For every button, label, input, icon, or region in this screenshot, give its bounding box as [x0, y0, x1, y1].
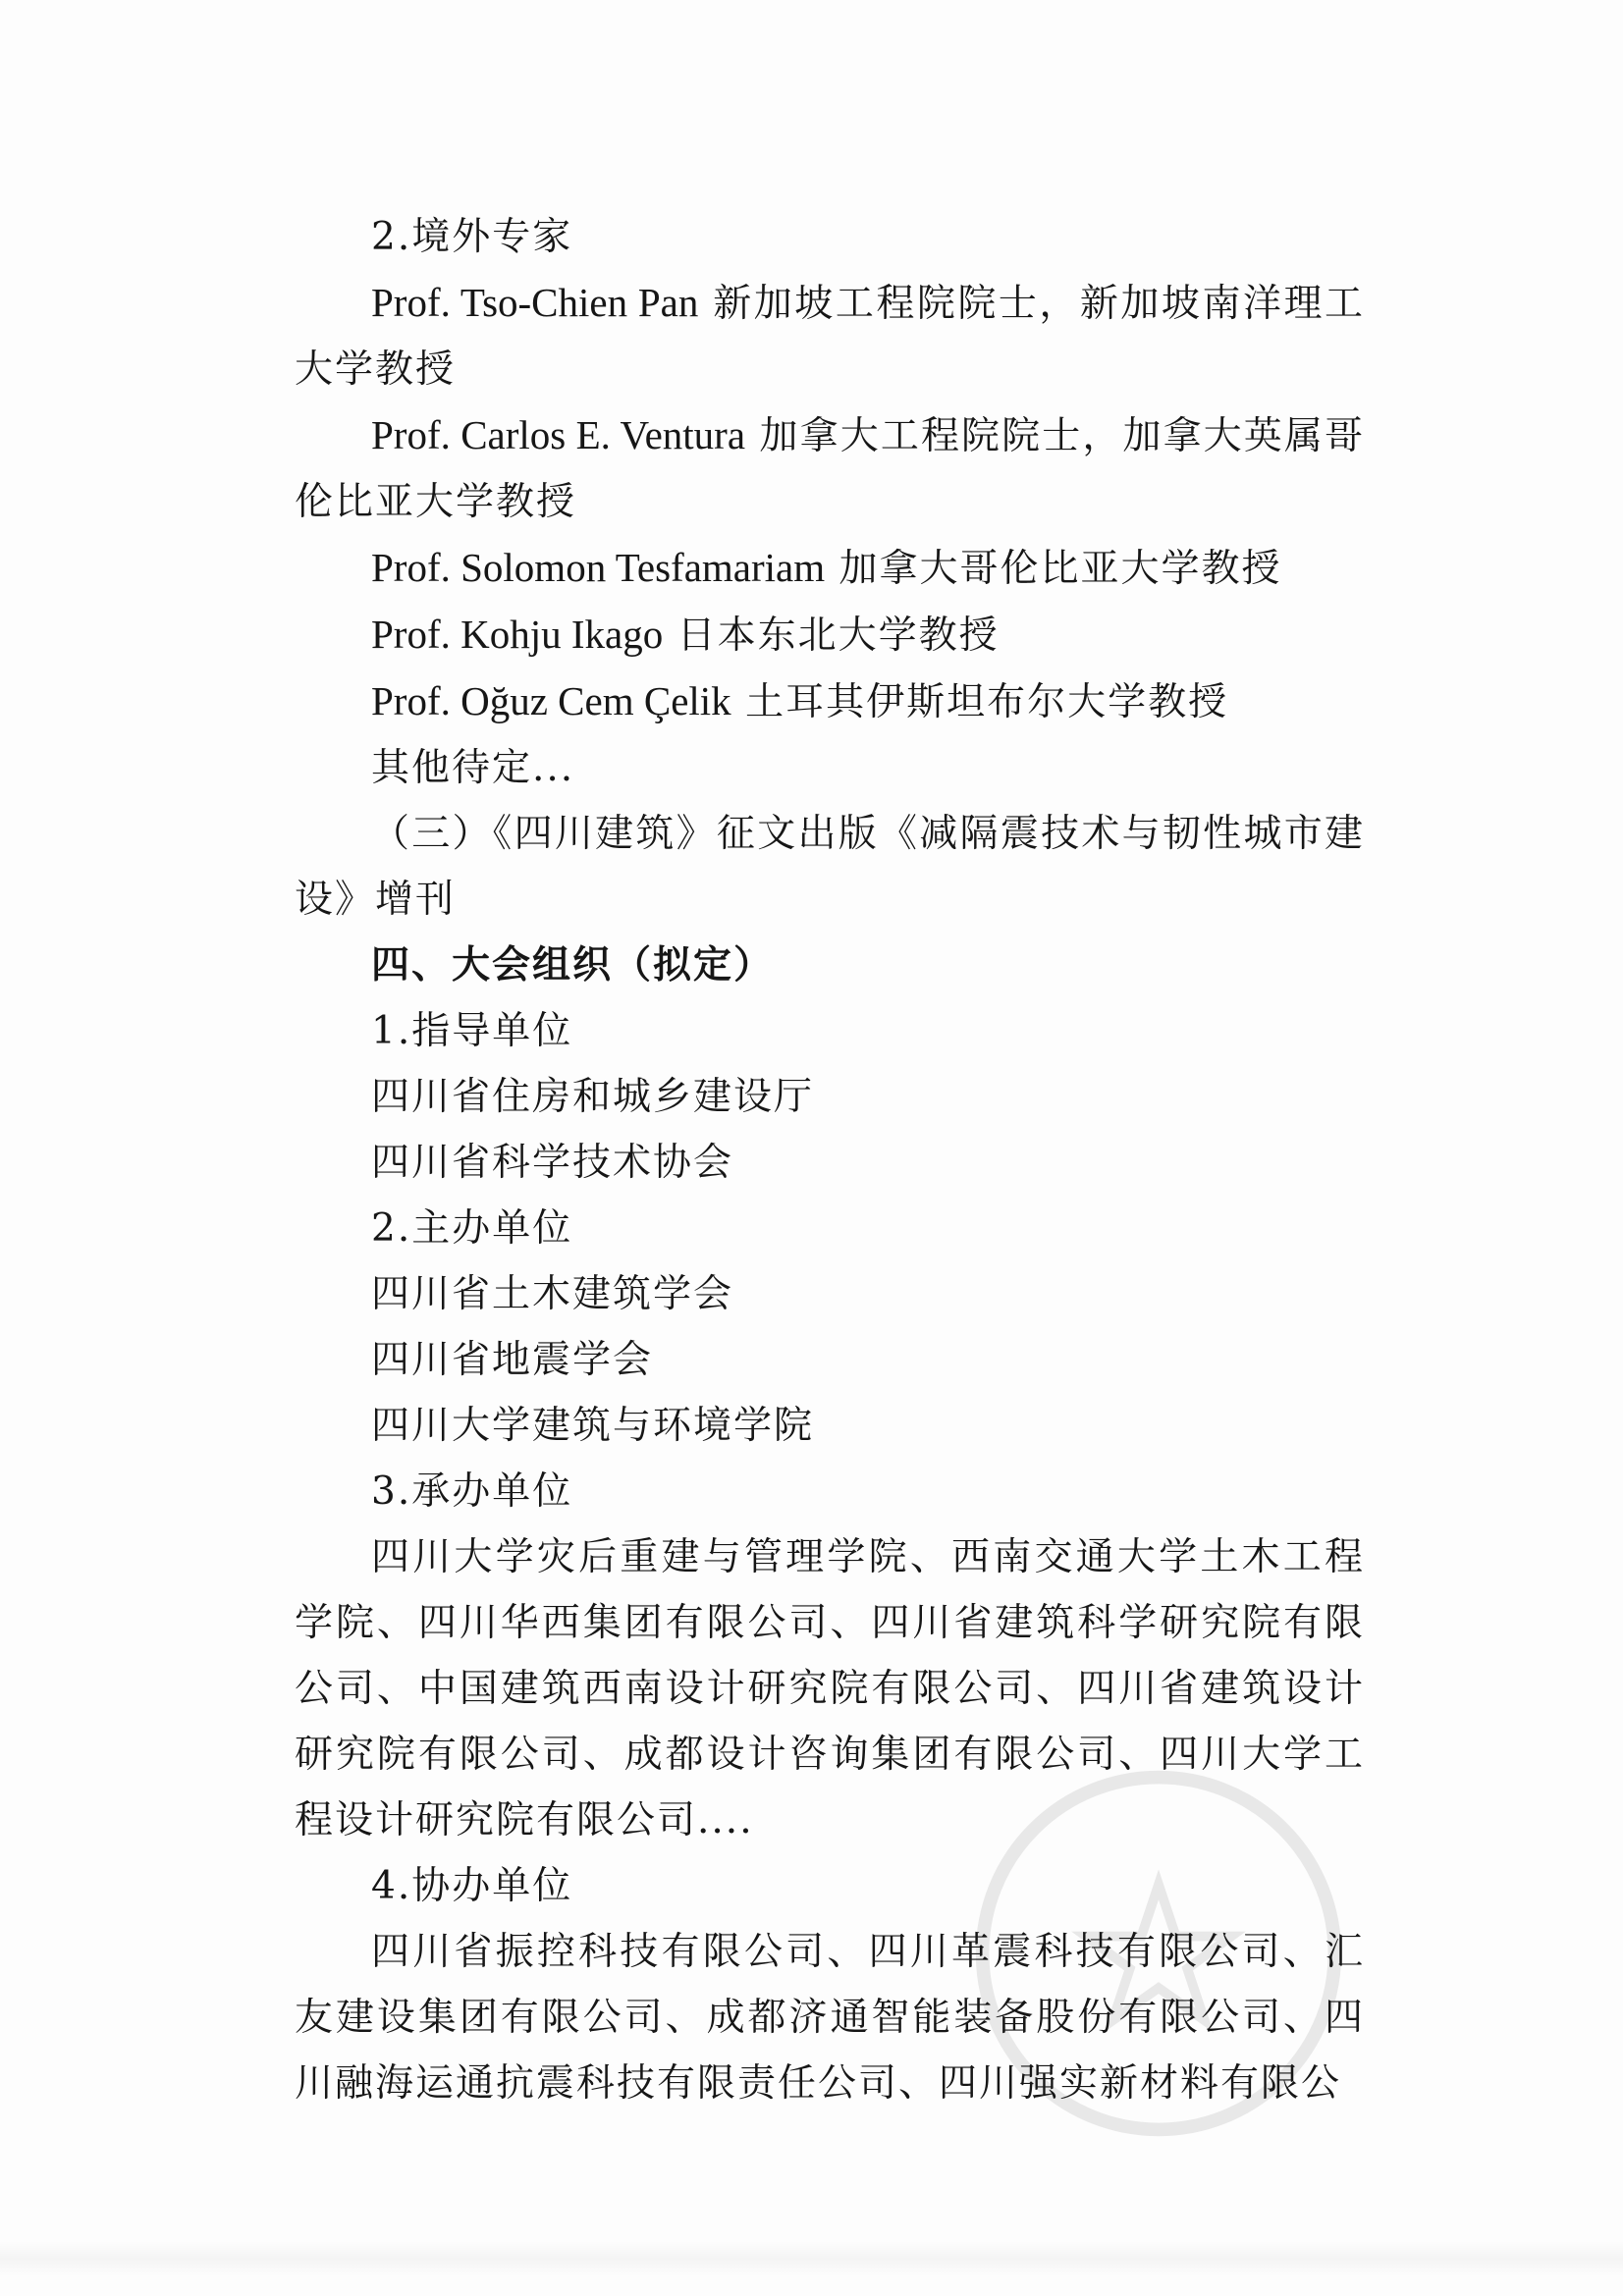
expert-name: Prof. Tso-Chien Pan	[371, 280, 699, 325]
co-organizer-list: 四川省振控科技有限公司、四川革震科技有限公司、汇友建设集团有限公司、成都济通智能装备股份有限公司、四川融海运通抗震科技有限责任公司、四川强实新材料有限公	[295, 1930, 1365, 2106]
organizer-list: 四川大学灾后重建与管理学院、西南交通大学土木工程学院、四川华西集团有限公司、四川省建筑科学研究院有限公司、中国建筑西南设计研究院有限公司、四川省建筑设计研究院有限公司、成都设计咨询集团有限公司、四川大学工程设计研究院有限公司....	[295, 1535, 1365, 1842]
organization-entry: 四川省科学技术协会	[371, 1141, 734, 1185]
expert-title: 日本东北大学教授	[663, 614, 1000, 658]
organization-entry: 四川大学建筑与环境学院	[371, 1404, 815, 1448]
expert-entry	[295, 535, 1365, 602]
organization-entry: 四川省土木建筑学会	[371, 1272, 734, 1316]
scan-shadow	[0, 2241, 1623, 2276]
organization-entry: 四川省住房和城乡建设厅	[371, 1075, 815, 1119]
expert-entry	[295, 270, 1365, 402]
expert-entry	[295, 602, 1365, 668]
expert-name: Prof. Oğuz Cem Çelik	[371, 678, 731, 723]
subheading-organizer-units: 3.承办单位	[371, 1469, 573, 1514]
expert-title: 加拿大工程院院士，加拿大英属哥伦比亚大学教授	[295, 414, 1365, 524]
organization-entry: 四川省地震学会	[371, 1338, 654, 1382]
expert-title: 加拿大哥伦比亚大学教授	[825, 547, 1282, 591]
expert-entry	[295, 668, 1365, 735]
document-body	[295, 204, 1365, 2116]
subheading-host-units: 2.主办单位	[371, 1206, 573, 1251]
expert-name: Prof. Kohju Ikago	[371, 612, 664, 657]
subheading-co-organizer-units: 4.协办单位	[371, 1864, 573, 1908]
expert-entry	[295, 402, 1365, 535]
expert-name: Prof. Carlos E. Ventura	[371, 412, 746, 457]
others-tbd: 其他待定...	[371, 746, 575, 790]
section-publication-note: （三）《四川建筑》征文出版《减隔震技术与韧性城市建设》增刊	[295, 812, 1365, 922]
expert-title: 新加坡工程院院士，新加坡南洋理工大学教授	[295, 282, 1365, 392]
expert-title: 土耳其伊斯坦布尔大学教授	[730, 680, 1229, 724]
section-heading-organization: 四、大会组织（拟定）	[371, 942, 775, 988]
subheading-overseas-experts: 2.境外专家	[371, 215, 573, 259]
expert-name: Prof. Solomon Tesfamariam	[371, 545, 826, 590]
subheading-guiding-units: 1.指导单位	[371, 1009, 573, 1053]
